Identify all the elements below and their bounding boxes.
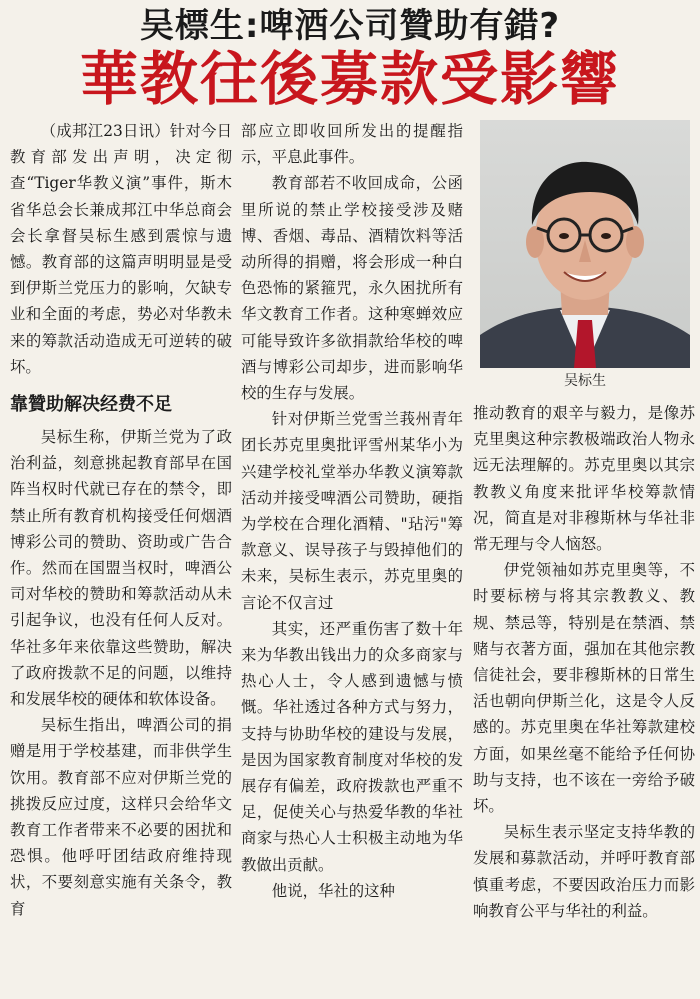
article-paragraph: 他说，华社的这种: [271, 881, 395, 900]
article-paragraph: 吴标生表示坚定支持华教的发展和募款活动，并呼吁教育部慎重考虑，不要因政治压力而影响教育公平与华社的利益。: [473, 823, 695, 920]
article-paragraph: 针对伊斯兰党雪兰莪州青年团长苏克里奥批评雪州某华小为兴建学校礼堂举办华教义演筹款活动并接受啤酒公司赞助，硬指为学校在合理化酒精、"玷污"筹款意义、误导孩子与毁掉他们的未来，吴标生表示，苏克里奥的言论不仅言过: [241, 410, 463, 612]
portrait-photo: [480, 120, 690, 368]
section-subheading: 靠贊助解决经费不足: [10, 394, 172, 416]
article-paragraph: 部应立即收回所发出的提醒指示，平息此事件。: [241, 122, 463, 167]
photo-caption: 吴标生: [564, 373, 606, 389]
article-paragraph: 教育部若不收回成命，公函里所说的禁止学校接受涉及赌博、香烟、毒品、酒精饮料等活动所得的捐赠，将会形成一种白色恐怖的紧箍咒，永久困扰所有华文教育工作者。这种寒蝉效应可能导致许多欲捐款给华校的啤酒与博彩公司却步，进而影响华校的生存与发展。: [241, 174, 463, 403]
portrait-illustration: [480, 120, 690, 368]
article-paragraph: 推动教育的艰辛与毅力，是像苏克里奥这种宗教极端政治人物永远无法理解的。苏克里奥以其宗教教义角度来批评华校筹款情况，简直是对非穆斯林与华社非常无理与令人恼怒。: [473, 404, 695, 554]
article-headline: 華教往後募款受影響: [79, 45, 620, 113]
article-paragraph: 吴标生指出，啤酒公司的捐赠是用于学校基建，而非供学生饮用。教育部不应对伊斯兰党的挑拨反应过度，这样只会给华文教育工作者带来不必要的困扰和恐惧。他呼吁团结政府维持现状，不要刻意实施有关条令，教育: [10, 716, 232, 918]
article-column-2: [241, 118, 463, 904]
article-paragraph: 吴标生称，伊斯兰党为了政治利益，刻意挑起教育部早在国阵当权时代就已存在的禁令，即禁止所有教育机构接受任何烟酒博彩公司的赞助、资助或广告合作。然而在国盟当权时，啤酒公司对华校的赞助和筹款活动从未引起争议，也没有任何人反对。华社多年来依靠这些赞助，解决了政府拨款不足的问题，以维持和发展华校的硬体和软体设备。: [10, 428, 232, 709]
article-paragraph: 伊党领袖如苏克里奥等，不时要标榜与将其宗教教义、教规、禁忌等，特别是在禁酒、禁赌与衣著方面，强加在其他宗教信徒社会，要非穆斯林的日常生活也朝向伊斯兰化，这是令人反感的。苏克里奥在华社筹款建校方面，如果丝毫不能给予任何协助与支持，也不该在一旁给予破坏。: [473, 561, 695, 816]
article-column-3: [473, 400, 695, 924]
article-column-1: [10, 118, 232, 922]
article-paragraph: （成邦江23日讯）针对今日教育部发出声明，决定彻查“Tiger华教义演”事件，斯木省华总会长兼成邦江中华总商会会长拿督吴标生感到震惊与遗憾。教育部的这篇声明明显是受到伊斯兰党压力的影响，欠缺专业和全面的考虑，势必对华教未来的筹款活动造成无可逆转的破坏。: [10, 122, 232, 376]
article-kicker: 吴標生:啤酒公司贊助有錯?: [139, 6, 561, 46]
article-paragraph: 其实，还严重伤害了数十年来为华教出钱出力的众多商家与热心人士，令人感到遗憾与愤慨。华社透过各种方式与努力，支持与协助华校的建设与发展，是因为国家教育制度对华校的发展存有偏差，政府拨款也严重不足，促使关心与热爱华教的华社商家与热心人士积极主动地为华教做出贡献。: [241, 619, 463, 874]
